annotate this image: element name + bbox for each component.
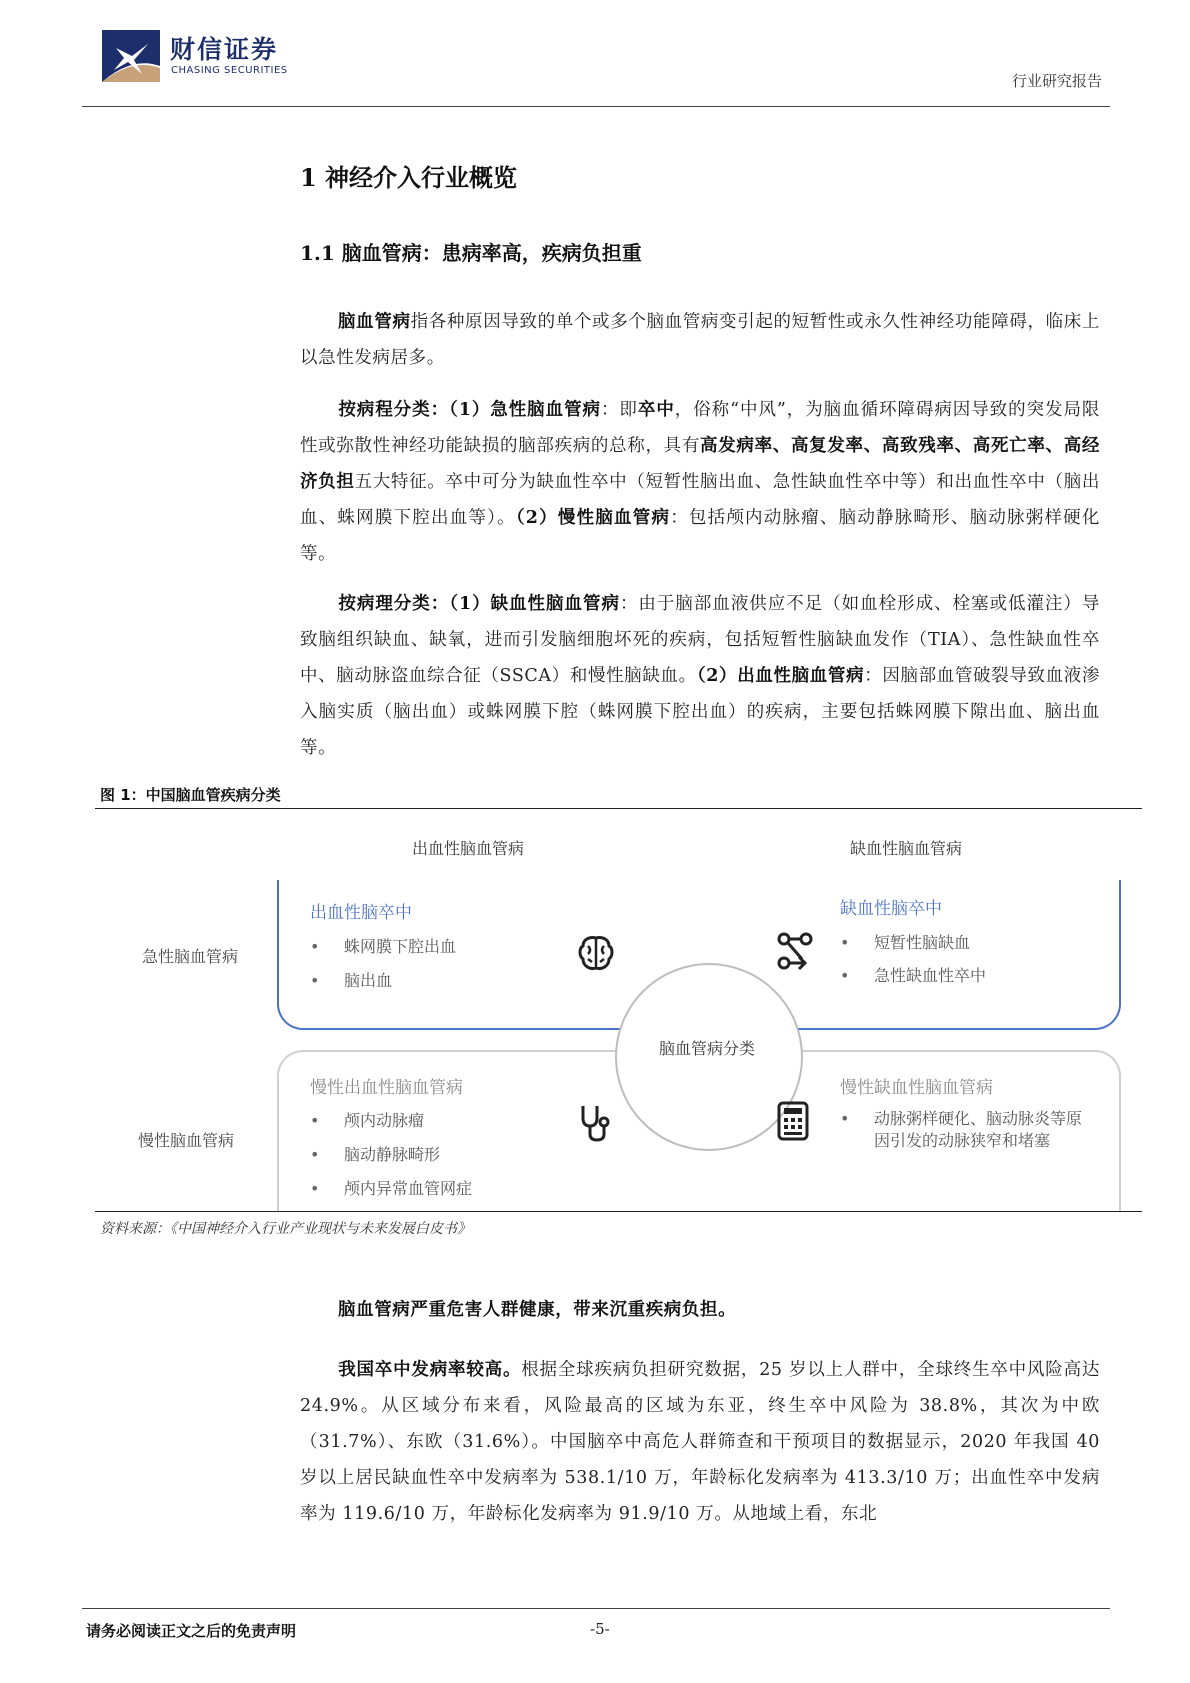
- row-header-chronic: 慢性脑血管病: [138, 1131, 235, 1150]
- text: 五大特征。卒中可分为缺血性卒中（短暂性脑出血、急性缺血性卒中等）和出血性卒中（脑出血、蛛网膜下腔出血等）。: [300, 472, 1100, 528]
- paragraph-burden-heading: [300, 1292, 1100, 1328]
- column-header-hemorrhagic: 出血性脑血管病: [412, 839, 525, 858]
- figure-bottom-rule: [95, 1211, 1142, 1212]
- header-divider: [82, 106, 1110, 107]
- logo-text-cn: 财信证券: [170, 35, 279, 64]
- bold-term: 脑血管病: [338, 312, 411, 332]
- page-number: -5-: [590, 1620, 610, 1638]
- calculator-icon: [772, 1100, 814, 1142]
- subsection-heading: 1.1 脑血管病：患病率高，疾病负担重: [300, 241, 642, 265]
- bold-term: 按病程分类：: [338, 400, 450, 420]
- text: ：由于脑部血液供应不足（如血栓形成、栓塞或低灌注）导致脑组织缺血、缺氧，进而引发脑细胞坏死的疾病，包括短暂性脑缺血发作（TIA）、急性缺血性卒中、脑动脉盗血综合征（SSCA）和慢性脑缺血。: [300, 594, 1100, 686]
- paragraph-incidence: [300, 1352, 1100, 1532]
- text: ：因脑部血管破裂导致血液渗入脑实质（脑出血）或蛛网膜下腔（蛛网膜下腔出血）的疾病，主要包括蛛网膜下隙出血、脑出血等。: [300, 666, 1100, 758]
- bold-term: 卒中: [637, 400, 675, 420]
- list-item: • 颅内异常血管网症: [310, 1179, 473, 1198]
- bold-term: 我国卒中发病率较高。: [338, 1360, 522, 1380]
- text: ，俗称“中风”，为脑血循环障碍病因导致的突发局限性或弥散性神经功能缺损的脑部疾病的总称，具有: [300, 400, 1101, 456]
- row-header-acute: 急性脑血管病: [142, 947, 239, 966]
- column-header-ischemic: 缺血性脑血管病: [850, 839, 963, 858]
- footer-disclaimer: 请务必阅读正文之后的免责声明: [86, 1622, 297, 1640]
- text: 指各种原因导致的单个或多个脑血管病变引起的短暂性或永久性神经功能障碍，临床上以急性发病居多。: [300, 312, 1101, 368]
- figure-source: 资料来源：《中国神经介入行业产业现状与未来发展白皮书》: [100, 1221, 471, 1237]
- text: ：包括颅内动脉瘤、脑动静脉畸形、脑动脉粥样硬化等。: [300, 508, 1100, 564]
- list-item: • 急性缺血性卒中: [840, 966, 987, 985]
- bold-term: 脑血管病严重危害人群健康，带来沉重疾病负担。: [338, 1300, 737, 1320]
- list-item: • 短暂性脑缺血: [840, 933, 971, 952]
- bold-term: （2）慢性脑血管病: [515, 508, 671, 528]
- center-label: 脑血管病分类: [658, 1039, 755, 1058]
- bold-term: 高发病率、高复发率、高致残率、高死亡率、高经济负担: [300, 436, 1101, 492]
- paragraph-course-classification: [300, 392, 1100, 572]
- footer-divider: [82, 1608, 1110, 1609]
- list-item: • 动脉粥样硬化、脑动脉炎等原因引发的动脉狭窄和堵塞: [840, 1109, 1083, 1150]
- text: 根据全球疾病负担研究数据，25 岁以上人群中，全球终生卒中风险高达 24.9%。从区域分布来看，风险最高的区域为东亚，终生卒中风险为 38.8%，其次为中欧（31.7%）、东欧（31.6%）。中国脑卒中高危人群筛查和干预项目的数据显示，2020 年我国 40 岁以上居民缺血性卒中发病率为 538.1/10 万，年龄标化发病率为 413.3/10 万；出血性卒中发病率为 119.6/10 万，年龄标化发病率为 91.9/10 万。从地域上看，东北: [300, 1360, 1100, 1524]
- bold-term: （1）急性脑血管病: [449, 400, 601, 420]
- bold-term: 按病理分类：: [338, 594, 450, 614]
- list-item: • 脑出血: [310, 971, 393, 990]
- bold-term: （2）出血性脑血管病: [696, 666, 865, 686]
- report-type: 行业研究报告: [1011, 72, 1102, 90]
- stethoscope-icon: [575, 1102, 617, 1144]
- logo-text-en: CHASING SECURITIES: [171, 65, 288, 76]
- quadrant-title-hemorrhagic-stroke: 出血性脑卒中: [310, 903, 412, 923]
- quadrant-title-ischemic-stroke: 缺血性脑卒中: [840, 899, 942, 919]
- figure-top-rule: [95, 808, 1142, 809]
- text: ：即: [600, 400, 638, 420]
- paragraph-definition: [300, 304, 1100, 376]
- section-heading: 1 神经介入行业概览: [300, 163, 518, 192]
- paragraph-pathology-classification: [300, 586, 1100, 766]
- list-item: • 颅内动脉瘤: [310, 1111, 425, 1130]
- quadrant-title-chronic-hemorrhagic: 慢性出血性脑血管病: [310, 1078, 463, 1098]
- figure-title: 图 1：中国脑血管疾病分类: [100, 786, 281, 804]
- quadrant-title-chronic-ischemic: 慢性缺血性脑血管病: [840, 1078, 993, 1098]
- brain-icon: [575, 932, 617, 974]
- list-item: • 蛛网膜下腔出血: [310, 937, 457, 956]
- bold-term: （1）缺血性脑血管病: [449, 594, 620, 614]
- network-icon: [774, 930, 816, 972]
- list-item: • 脑动静脉畸形: [310, 1145, 441, 1164]
